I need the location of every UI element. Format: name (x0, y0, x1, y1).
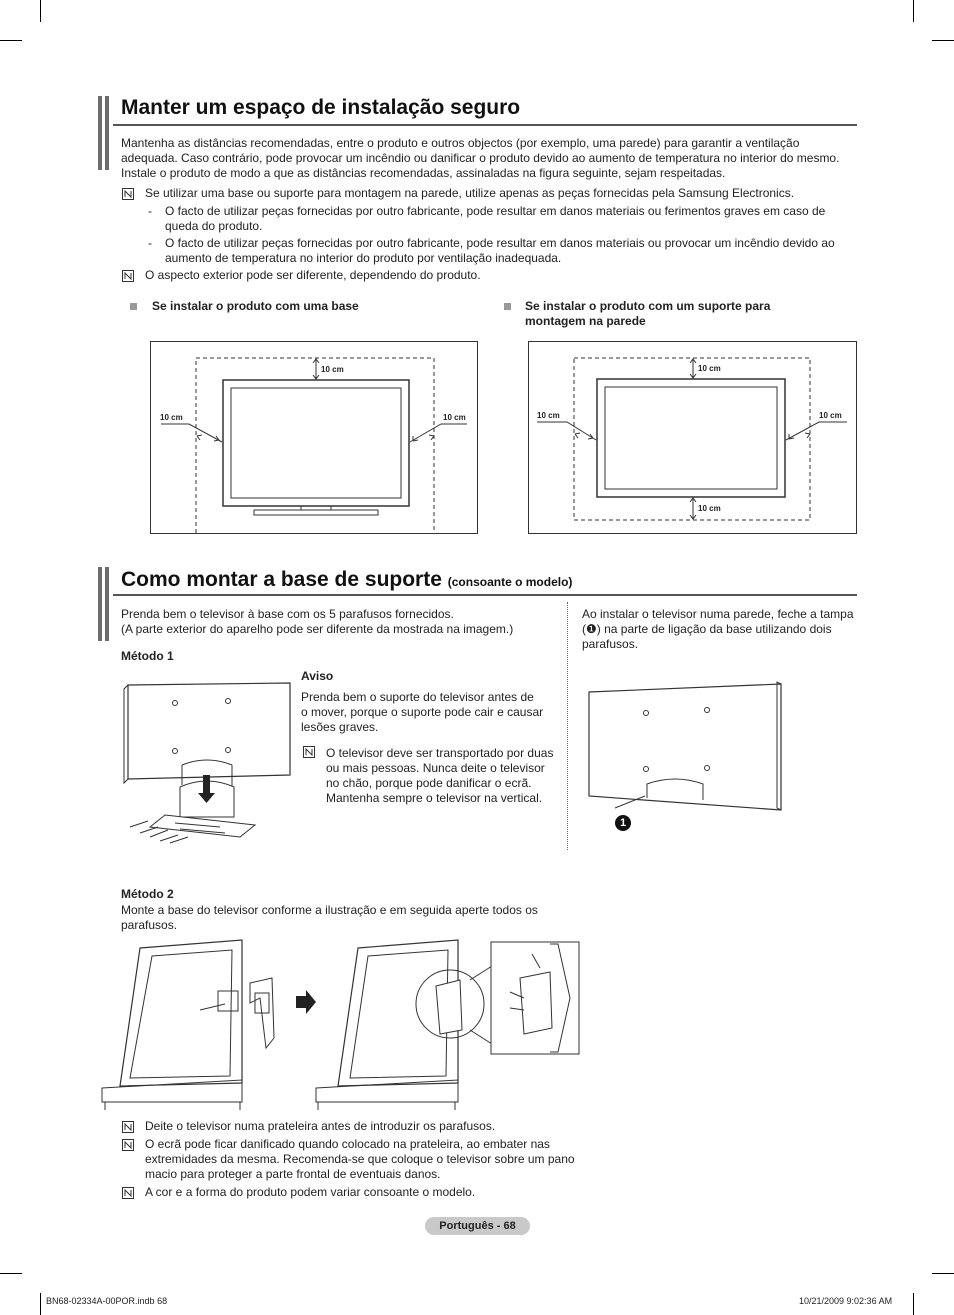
method2-label: Método 2 (121, 887, 174, 901)
dash-item: O facto de utilizar peças fornecidas por outro fabricante, pode resultar em danos materiais ou ferimentos graves em caso de queda do produto. (165, 204, 826, 233)
section-title-main: Como montar a base de suporte (121, 568, 442, 591)
dash-item: O facto de utilizar peças fornecidas por outro fabricante, pode resultar em danos materiais ou provocar um incêndio devido ao aumento de temperatura no interior do produto por ventilação inadequada. (165, 236, 835, 265)
method2-illustration (100, 938, 582, 1113)
wall-cover-text: Ao instalar o televisor numa parede, feche a tampa (❶) na parte de ligação da base utilizando dois parafusos. (582, 607, 854, 651)
crop-mark (40, 1293, 41, 1315)
distance-label-top: 10 cm (321, 365, 344, 374)
note-icon (122, 270, 134, 282)
dash-mark: - (148, 204, 152, 218)
note-text: O ecrã pode ficar danificado quando colocado na prateleira, ao embater nas extremidades da mesma. Recomenda-se que coloque o televisor sobre um pano macio para proteger a parte frontal de eventuais danos. (145, 1137, 575, 1181)
distance-label-bottom: 10 cm (698, 504, 721, 513)
crop-mark (40, 0, 41, 22)
wall-mount-clearance-diagram (528, 341, 857, 534)
distance-label-top: 10 cm (698, 364, 721, 373)
method1-illustration (120, 675, 295, 850)
crop-mark (932, 40, 954, 41)
note-text: O aspecto exterior pode ser diferente, dependendo do produto. (145, 268, 481, 282)
callout-number-badge: 1 (615, 815, 631, 831)
note-text: Deite o televisor numa prateleira antes de introduzir os parafusos. (145, 1119, 496, 1133)
section-title: Manter um espaço de instalação seguro (121, 96, 521, 119)
method2-text: Monte a base do televisor conforme a ilustração e em seguida aperte todos os parafusos. (121, 903, 538, 932)
note-icon (122, 1139, 134, 1151)
stand-clearance-diagram (150, 341, 478, 534)
method1-label: Método 1 (121, 649, 174, 663)
section-accent-bar (105, 96, 109, 170)
distance-label-right: 10 cm (819, 411, 842, 420)
section-title-sub: (consoante o modelo) (447, 575, 573, 589)
right-heading: Se instalar o produto com um suporte para montagem na parede (525, 299, 771, 328)
note-icon (122, 1121, 134, 1133)
dash-mark: - (148, 236, 152, 250)
aviso-note: O televisor deve ser transportado por duas ou mais pessoas. Nunca deite o televisor no chão, porque pode danificar o ecrã. Mantenha sempre o televisor na vertical. (326, 746, 554, 805)
title-rule (113, 594, 857, 596)
section-title (121, 568, 572, 592)
crop-mark (913, 0, 914, 22)
crop-mark (0, 40, 22, 41)
title-rule (113, 124, 857, 126)
note-icon (122, 188, 134, 200)
note-icon (303, 746, 315, 758)
footer-timestamp: 10/21/2009 9:02:36 AM (799, 1296, 893, 1306)
note-text: Se utilizar uma base ou suporte para montagem na parede, utilize apenas as peças fornecidas pela Samsung Electronics. (145, 186, 795, 200)
note-icon (122, 1187, 134, 1199)
mount-intro: Prenda bem o televisor à base com os 5 parafusos fornecidos. (A parte exterior do aparelho pode ser diferente da mostrada na imagem.) (121, 607, 514, 636)
crop-mark (932, 1273, 954, 1274)
square-bullet-icon (504, 303, 511, 310)
intro-paragraph: Mantenha as distâncias recomendadas, entre o produto e outros objectos (por exemplo, uma parede) para garantir a ventilação adequada. Caso contrário, pode provocar um incêndio ou danificar o produto devido ao aumento de temperatura no interior do mesmo. Instale o produto de modo a que as distâncias recomendadas, assinaladas na figura seguinte, sejam respeitadas. (121, 136, 840, 180)
note-text: A cor e a forma do produto podem variar consoante o modelo. (145, 1185, 476, 1199)
aviso-title: Aviso (301, 669, 334, 683)
cover-illustration (585, 680, 785, 835)
distance-label-left: 10 cm (160, 413, 183, 422)
aviso-text: Prenda bem o suporte do televisor antes de o mover, porque o suporte pode cair e causar lesões graves. (301, 690, 544, 734)
section-accent-bar (98, 96, 102, 170)
page-number-label: Português - 68 (425, 1217, 530, 1235)
square-bullet-icon (130, 303, 137, 310)
section-accent-bar (105, 567, 109, 641)
footer-file-info: BN68-02334A-00POR.indb 68 (46, 1296, 168, 1306)
crop-mark (913, 1293, 914, 1315)
crop-mark (0, 1273, 22, 1274)
column-divider (567, 602, 568, 850)
left-heading: Se instalar o produto com uma base (152, 299, 359, 313)
distance-label-left: 10 cm (537, 411, 560, 420)
section-accent-bar (98, 567, 102, 641)
distance-label-right: 10 cm (443, 413, 466, 422)
